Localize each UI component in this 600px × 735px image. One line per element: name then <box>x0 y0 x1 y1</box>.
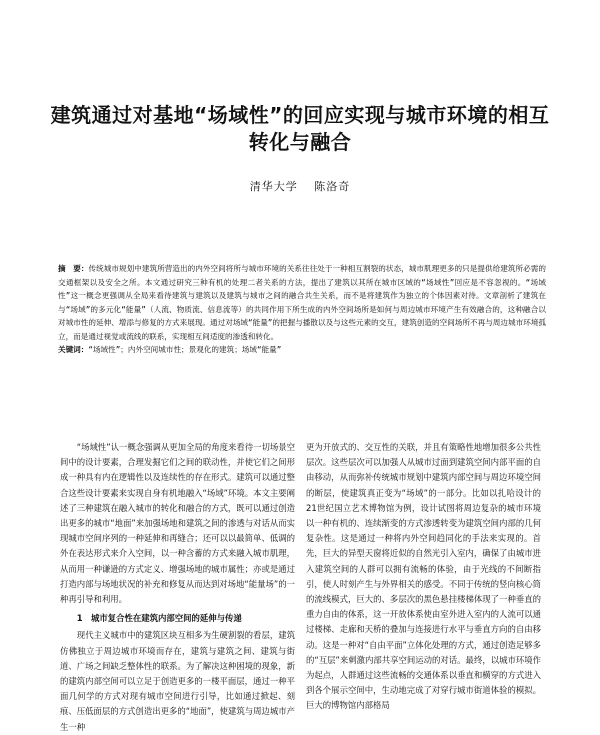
right-column-body: 更为开放式的、交互性的关联，并且有策略性地增加很多公共性层次。这些层次可以加强人从城市过面到建筑空间内部平面的自由移动，从而弥补传统城市规划中建筑内部空间与周边环境空间的断层，使建筑真正变为“场域”的一部分。比如以扎哈设计的21世纪国立艺术博物馆为例，设计试图将周边复杂的城市环境以一种有机的、连续渐变的方式渗透转变为建筑空间内部的几何复杂性。这是通过一种将内外空间趋同化的手法来实现的。首先，巨大的异型天窗将近似的自然光引入室内，确保了由城市进入建筑空间的人群可以拥有流畅的体验，由于光线的不间断指引，使人时刻产生与外界相关的感受。不同于传统的竖向核心筒的流线模式，巨大的、多层次的黑色悬挂楼梯体现了一种垂直的重力自由的体系，这一开放体系使由室外进入室内的人流可以通过楼梯、走廊和天桥的叠加与连接进行水平与垂直方向的自由移动。这是一种对“自由平面”立体化处理的方式，通过创造足够多的“互层”来刺激内部共享空间运动的对话。最终，以城市环境作为起点，人群通过这些流畅的交通体系以垂直和横穿的方式进入到各个展示空间中，生动地完成了对穿行城市街道体验的模拟。巨大的博物馆内部格局 <box>306 442 541 711</box>
title-line-2: 转化与融合 <box>248 130 352 154</box>
title-line-1: 建筑通过对基地“场域性”的回应实现与城市环境的相互 <box>50 103 550 127</box>
left-column <box>60 440 295 735</box>
affiliation: 清华大学 <box>249 180 298 193</box>
section-heading: 1 城市复合性在建筑内部空间的延伸与传递 <box>76 613 242 624</box>
author-name: 陈洛奇 <box>314 180 351 193</box>
keywords-label: 关键词： <box>58 345 89 354</box>
keywords-line <box>58 343 546 357</box>
section-body: 现代主义城市中的建筑区块互相多为生硬割裂的看层，建筑仿佛独立于周边城市环境而存在，建筑与建筑之间、建筑与街道、广场之间缺乏整体性的联系。为了解决这种困境的现象，新的建筑内部空间可以立足于创造更多的一楼平面层，通过一种平面几何学的方式对现有城市空间进行引导，比如通过掀起、刻痕、压低面层的方式创造出更多的“地面”，使建筑与周边城市产生一种 <box>60 630 295 732</box>
author-line <box>0 178 600 194</box>
right-column <box>306 440 541 714</box>
abstract-label: 摘 要： <box>58 264 89 273</box>
keywords-text: “场域性”；内外空间城市性；景观化的建筑；场域“能量” <box>88 345 282 354</box>
abstract-block <box>58 262 546 357</box>
intro-paragraph: “场域性”认一概念强调从更加全局的角度来看待一切场景空间中的设计要素，合理发掘它们之间的联动性，并使它们之间形成一种具有内在逻辑性以及连续性的存在形式。建筑可以通过整合这些设计要素来实现自身有机地融入“场域”环境。本文主要阐述了三种建筑在融入城市的转化和融合的方式，既可以通过创造出更多的城市“地面”来加强场地和建筑之间的渗透与对话从而实现城市空间序列的一种延伸和再缝合；还可以以最简单、低调的外在表达形式来介入空间，以一种含蓄的方式来融入城市肌理，从而用一种谦逊的方式定义、增强场地的城市属性；亦或是通过打造内部与场地状况的补充和修复从而达到对场地“能量场”的一种再引导和利用。 <box>60 442 295 605</box>
abstract-paragraph <box>58 262 546 343</box>
abstract-text: 传统城市规划中建筑所营造出的内外空间将所与城市环境的关系往往处于一种相互割裂的状态，城市肌理更多的只是提供给建筑所必需的交通框架以及安全之所。本文通过研究三种有机的处理二者关系的方法，提出了建筑以其所在城市区域的“场域性”回应是不容忽视的。“场域性”这一概念更强调从全局来看待建筑与建筑以及建筑与城市之间的融合共生关系，而不是将建筑作为独立的个体因素对待。文章剖析了建筑在与“场域”的多元化“能量”（人流、物质流、信息流等）的共同作用下所生成的内外空间场所是如何与周边城市环境产生有效融合的，这种融合以对城市性的延伸、增添与修复的方式来展现。通过对场域“能量”的把握与播散以及与这些元素的交互，建筑创造的空间场所不再与周边城市环境孤立，而是通过视觉或流线的联系，实现相互间适度的渗透和转化。 <box>58 264 547 341</box>
paper-title <box>40 102 560 156</box>
